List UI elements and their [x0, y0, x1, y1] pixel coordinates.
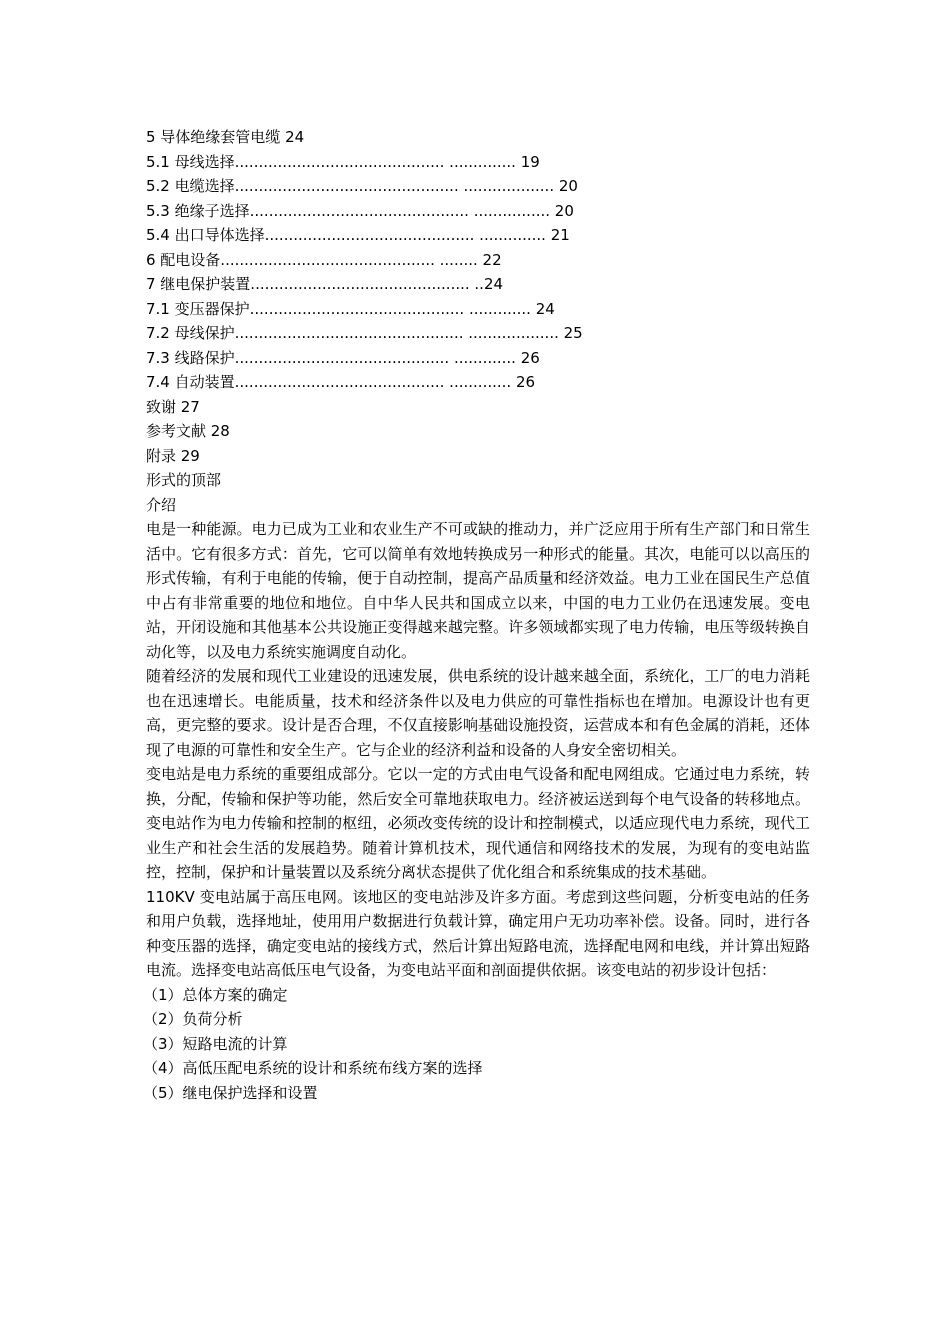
list-item: （5）继电保护选择和设置	[143, 1083, 318, 1102]
toc-entry-6: 6 配电设备............................................. ........ 22	[146, 250, 502, 269]
form-top-label: 形式的顶部	[146, 471, 222, 489]
list-item: （4）高低压配电系统的设计和系统布线方案的选择	[143, 1059, 483, 1077]
document-page	[143, 125, 810, 1105]
paragraph: 变电站是电力系统的重要组成部分。它以一定的方式由电气设备和配电网组成。它通过电力系统，转换，分配，传输和保护等功能，然后安全可靠地获取电力。经济被运送到每个电气设备的转移地点。变电站作为电力传输和控制的枢纽，必须改变传统的设计和控制模式，以适应现代电力系统，现代工业生产和社会生活的发展趋势。随着计算机技术，现代通信和网络技术的发展，为现有的变电站监控，控制，保护和计量装置以及系统分离状态提供了优化组合和系统集成的技术基础。	[146, 765, 810, 881]
toc-entry-5-1: 5.1 母线选择............................................ .............. 19	[146, 152, 540, 171]
table-of-contents	[146, 125, 810, 468]
toc-entry-acknowledgements: 致谢 27	[146, 397, 200, 416]
toc-entry-7-2: 7.2 母线保护................................................ ................... 25	[146, 324, 583, 342]
paragraph: 110KV 变电站属于高压电网。该地区的变电站涉及许多方面。考虑到这些问题，分析变电站的任务和用户负载，选择地址，使用用户数据进行负载计算，确定用户无功功率补偿。设备。同时，进行各种变压器的选择，确定变电站的接线方式，然后计算出短路电流，选择配电网和电线，并计算出短路电流。选择变电站高低压电气设备，为变电站平面和剖面提供依据。该变电站的初步设计包括：	[146, 887, 810, 979]
toc-entry-7-4: 7.4 自动装置............................................ ............. 26	[146, 373, 536, 391]
toc-entry-5-2: 5.2 电缆选择............................................... ................... 20	[146, 177, 578, 195]
toc-entry-5-4: 5.4 出口导体选择............................................ .............. 21	[146, 226, 570, 244]
list-item: （3）短路电流的计算	[143, 1034, 288, 1053]
paragraph: 随着经济的发展和现代工业建设的迅速发展，供电系统的设计越来越全面，系统化，工厂的电力消耗也在迅速增长。电能质量，技术和经济条件以及电力供应的可靠性指标也在增加。电源设计也有更高，更完整的要求。设计是否合理，不仅直接影响基础设施投资，运营成本和有色金属的消耗，还体现了电源的可靠性和安全生产。它与企业的经济利益和设备的人身安全密切相关。	[146, 667, 810, 759]
toc-entry-7-3: 7.3 线路保护............................................. ............. 26	[146, 348, 540, 367]
toc-entry-7-1: 7.1 变压器保护............................................. ............. 24	[146, 299, 555, 318]
toc-entry-appendix: 附录 29	[146, 446, 200, 465]
list-item: （2）负荷分析	[143, 1010, 243, 1028]
paragraph: 电是一种能源。电力已成为工业和农业生产不可或缺的推动力，并广泛应用于所有生产部门和日常生活中。它有很多方式：首先，它可以简单有效地转换成另一种形式的能量。其次，电能可以以高压的形式传输，有利于电能的传输，便于自动控制，提高产品质量和经济效益。电力工业在国民生产总值中占有非常重要的地位和地位。自中华人民共和国成立以来，中国的电力工业仍在迅速发展。变电站，开闭设施和其他基本公共设施正变得越来越完整。许多领域都实现了电力传输，电压等级转换自动化等，以及电力系统实施调度自动化。	[146, 520, 810, 661]
toc-entry-7: 7 继电保护装置.............................................. ..24	[146, 275, 504, 293]
toc-entry-5: 5 导体绝缘套管电缆 24	[146, 128, 305, 146]
toc-entry-references: 参考文献 28	[146, 422, 230, 440]
toc-entry-5-3: 5.3 绝缘子选择.............................................. ................ 20	[146, 201, 574, 220]
design-scope-list	[143, 983, 810, 1106]
section-heading-intro: 介绍	[146, 495, 177, 514]
list-item: （1）总体方案的确定	[143, 985, 288, 1004]
